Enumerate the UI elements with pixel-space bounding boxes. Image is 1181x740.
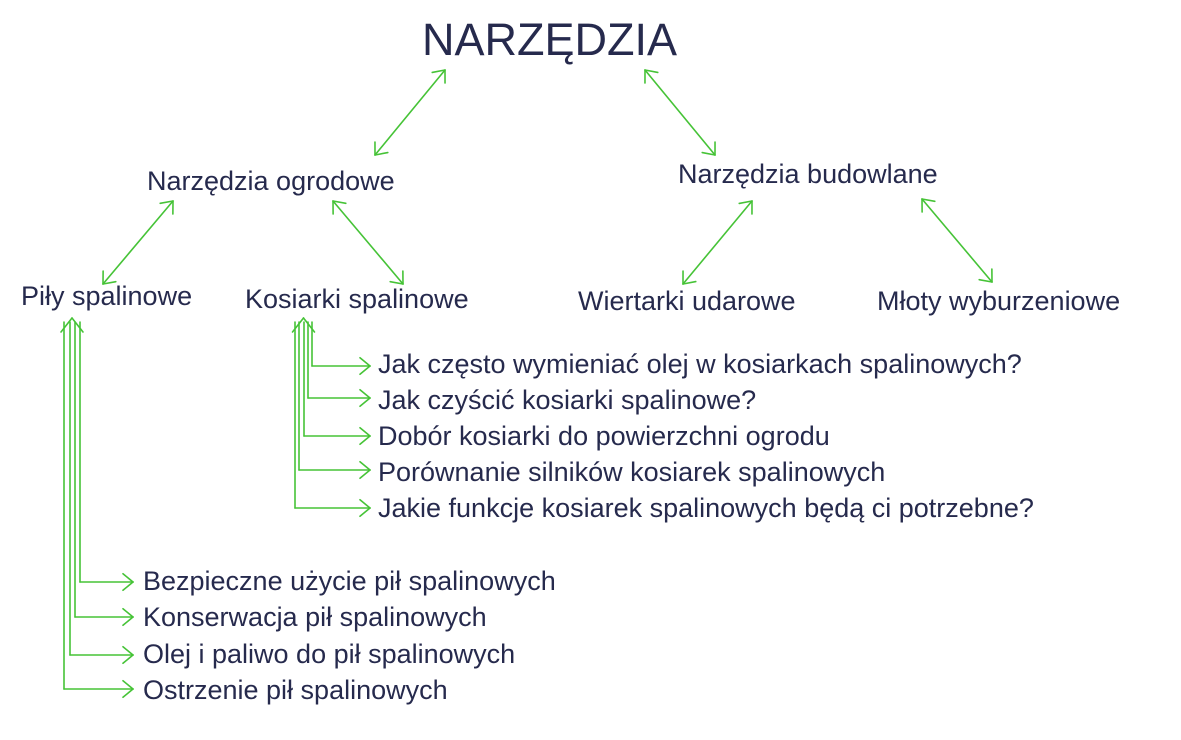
subcategory-lawnmowers: Kosiarki spalinowe <box>245 284 469 314</box>
topic-saw-sharpening: Ostrzenie pił spalinowych <box>143 675 448 705</box>
topic-mower-engines: Porównanie silników kosiarek spalinowych <box>378 457 886 487</box>
topic-saw-safety: Bezpieczne użycie pił spalinowych <box>143 566 556 596</box>
category-construction-tools: Narzędzia budowlane <box>678 159 938 189</box>
subcategory-chainsaws: Piły spalinowe <box>21 281 193 311</box>
topic-saw-oil-fuel: Olej i paliwo do pił spalinowych <box>143 639 516 669</box>
arrow-construction-to-demolition <box>922 199 992 282</box>
arrow-root-to-garden <box>375 70 445 155</box>
arrow-construction-to-drills <box>683 201 752 284</box>
topic-mower-selection: Dobór kosiarki do powierzchni ogrodu <box>378 421 830 451</box>
category-garden-tools: Narzędzia ogrodowe <box>147 166 395 196</box>
topic-saw-maintenance: Konserwacja pił spalinowych <box>143 602 487 632</box>
topic-mower-oil-change: Jak często wymieniać olej w kosiarkach spalinowych? <box>378 349 1022 379</box>
topic-mower-cleaning: Jak czyścić kosiarki spalinowe? <box>378 385 757 415</box>
subcategory-demolition-hammers: Młoty wyburzeniowe <box>877 286 1121 316</box>
topic-mower-features: Jakie funkcje kosiarek spalinowych będą ci potrzebne? <box>378 493 1034 523</box>
subcategory-hammer-drills: Wiertarki udarowe <box>578 286 796 316</box>
bracket-saw-topics <box>61 318 133 697</box>
arrow-root-to-construction <box>645 70 715 155</box>
arrow-garden-to-mowers <box>333 201 403 284</box>
bracket-mower-topics <box>293 318 371 516</box>
arrow-garden-to-chainsaws <box>103 201 173 284</box>
root-title: NARZĘDZIA <box>422 14 678 65</box>
